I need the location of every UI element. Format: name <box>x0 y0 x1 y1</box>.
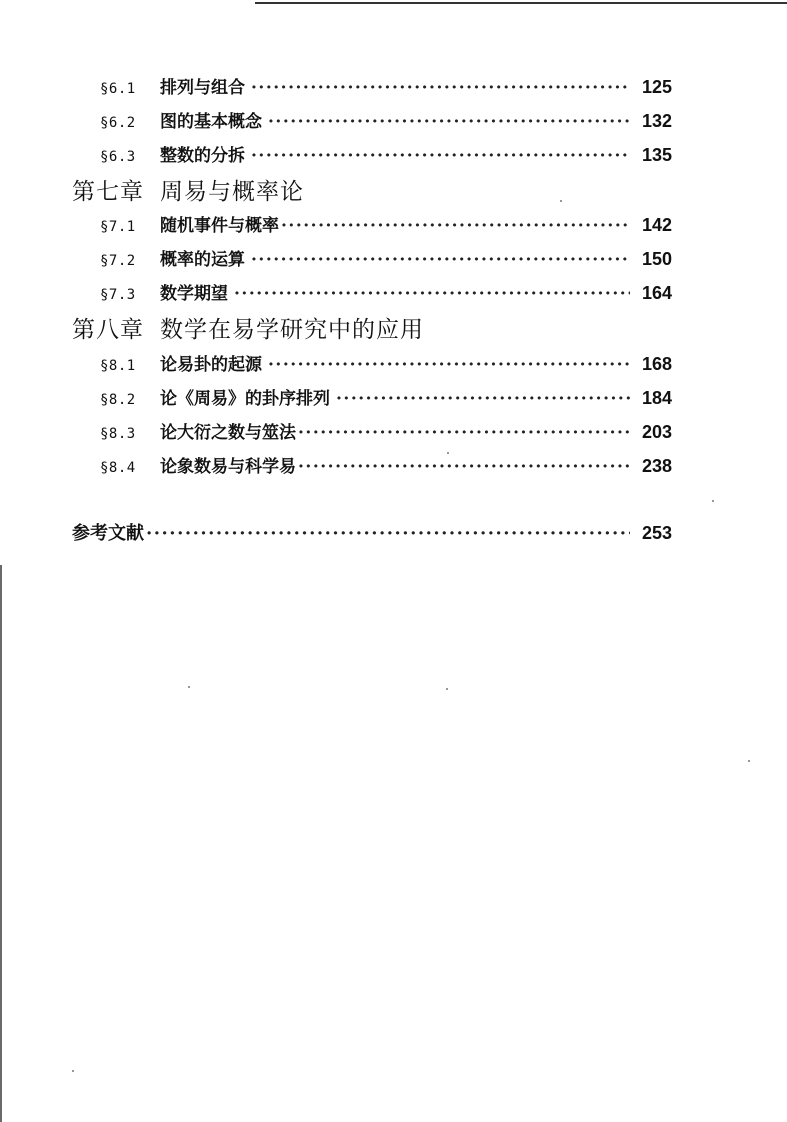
dot-leader <box>234 284 630 304</box>
page-number: 132 <box>641 111 672 131</box>
dot-leader <box>146 523 630 544</box>
scan-speck <box>712 500 714 502</box>
toc-entry-8-1[interactable] <box>100 350 672 376</box>
section-number: §6.2 <box>100 115 136 131</box>
section-title: 论易卦的起源 <box>160 355 262 375</box>
section-title: 论《周易》的卦序排列 <box>160 389 330 409</box>
dot-leader <box>268 355 630 375</box>
scan-speck <box>446 688 448 690</box>
dot-leader <box>281 216 630 236</box>
section-number: §8.3 <box>100 426 136 442</box>
dot-leader <box>298 423 630 443</box>
toc-entry-7-1[interactable] <box>100 211 672 237</box>
section-title: 图的基本概念 <box>160 112 262 132</box>
section-number: §6.3 <box>100 149 136 165</box>
toc-entry-8-3[interactable] <box>100 418 672 444</box>
section-title: 概率的运算 <box>160 250 245 270</box>
page-number: 184 <box>641 388 672 408</box>
page-number: 125 <box>641 77 672 97</box>
scan-speck <box>188 686 190 688</box>
chapter-title: 周易与概率论 <box>160 179 304 205</box>
section-number: §7.2 <box>100 253 136 269</box>
scan-speck <box>560 200 562 202</box>
toc-chapter-8[interactable] <box>72 311 424 345</box>
toc-entry-8-4[interactable] <box>100 452 672 478</box>
page-number: 164 <box>641 283 672 303</box>
scan-speck <box>447 452 449 454</box>
toc-entry-6-3[interactable] <box>100 141 672 167</box>
dot-leader <box>268 112 630 132</box>
page-number: 203 <box>641 422 672 442</box>
toc-entry-7-3[interactable] <box>100 279 672 305</box>
bibliography-title: 参考文献 <box>72 523 144 544</box>
toc-entry-7-2[interactable] <box>100 245 672 271</box>
toc-entry-6-2[interactable] <box>100 107 672 133</box>
dot-leader <box>298 457 630 477</box>
dot-leader <box>251 146 630 166</box>
chapter-label: 第七章 <box>72 179 144 205</box>
toc-chapter-7[interactable] <box>72 173 304 207</box>
page-number: 150 <box>641 249 672 269</box>
section-number: §8.4 <box>100 460 136 476</box>
section-title: 论象数易与科学易 <box>160 457 296 477</box>
dot-leader <box>336 389 630 409</box>
section-number: §6.1 <box>100 81 136 97</box>
page-number: 238 <box>641 456 672 476</box>
section-title: 论大衍之数与筮法 <box>160 423 296 443</box>
section-title: 整数的分拆 <box>160 146 245 166</box>
toc-bibliography[interactable] <box>72 519 672 547</box>
toc-entry-6-1[interactable] <box>100 73 672 99</box>
toc-entry-8-2[interactable] <box>100 384 672 410</box>
section-title: 随机事件与概率 <box>160 216 279 236</box>
chapter-label: 第八章 <box>72 317 144 343</box>
section-title: 数学期望 <box>160 284 228 304</box>
chapter-title: 数学在易学研究中的应用 <box>160 317 424 343</box>
section-number: §7.3 <box>100 287 136 303</box>
page-number: 168 <box>641 354 672 374</box>
section-number: §8.1 <box>100 358 136 374</box>
section-number: §8.2 <box>100 392 136 408</box>
dot-leader <box>251 250 630 270</box>
scan-speck <box>748 760 750 762</box>
page-number: 142 <box>641 215 672 235</box>
section-number: §7.1 <box>100 219 136 235</box>
section-title: 排列与组合 <box>160 78 245 98</box>
scan-speck <box>72 1070 74 1072</box>
dot-leader <box>251 78 630 98</box>
page-number: 135 <box>641 145 672 165</box>
page-number: 253 <box>641 523 672 543</box>
